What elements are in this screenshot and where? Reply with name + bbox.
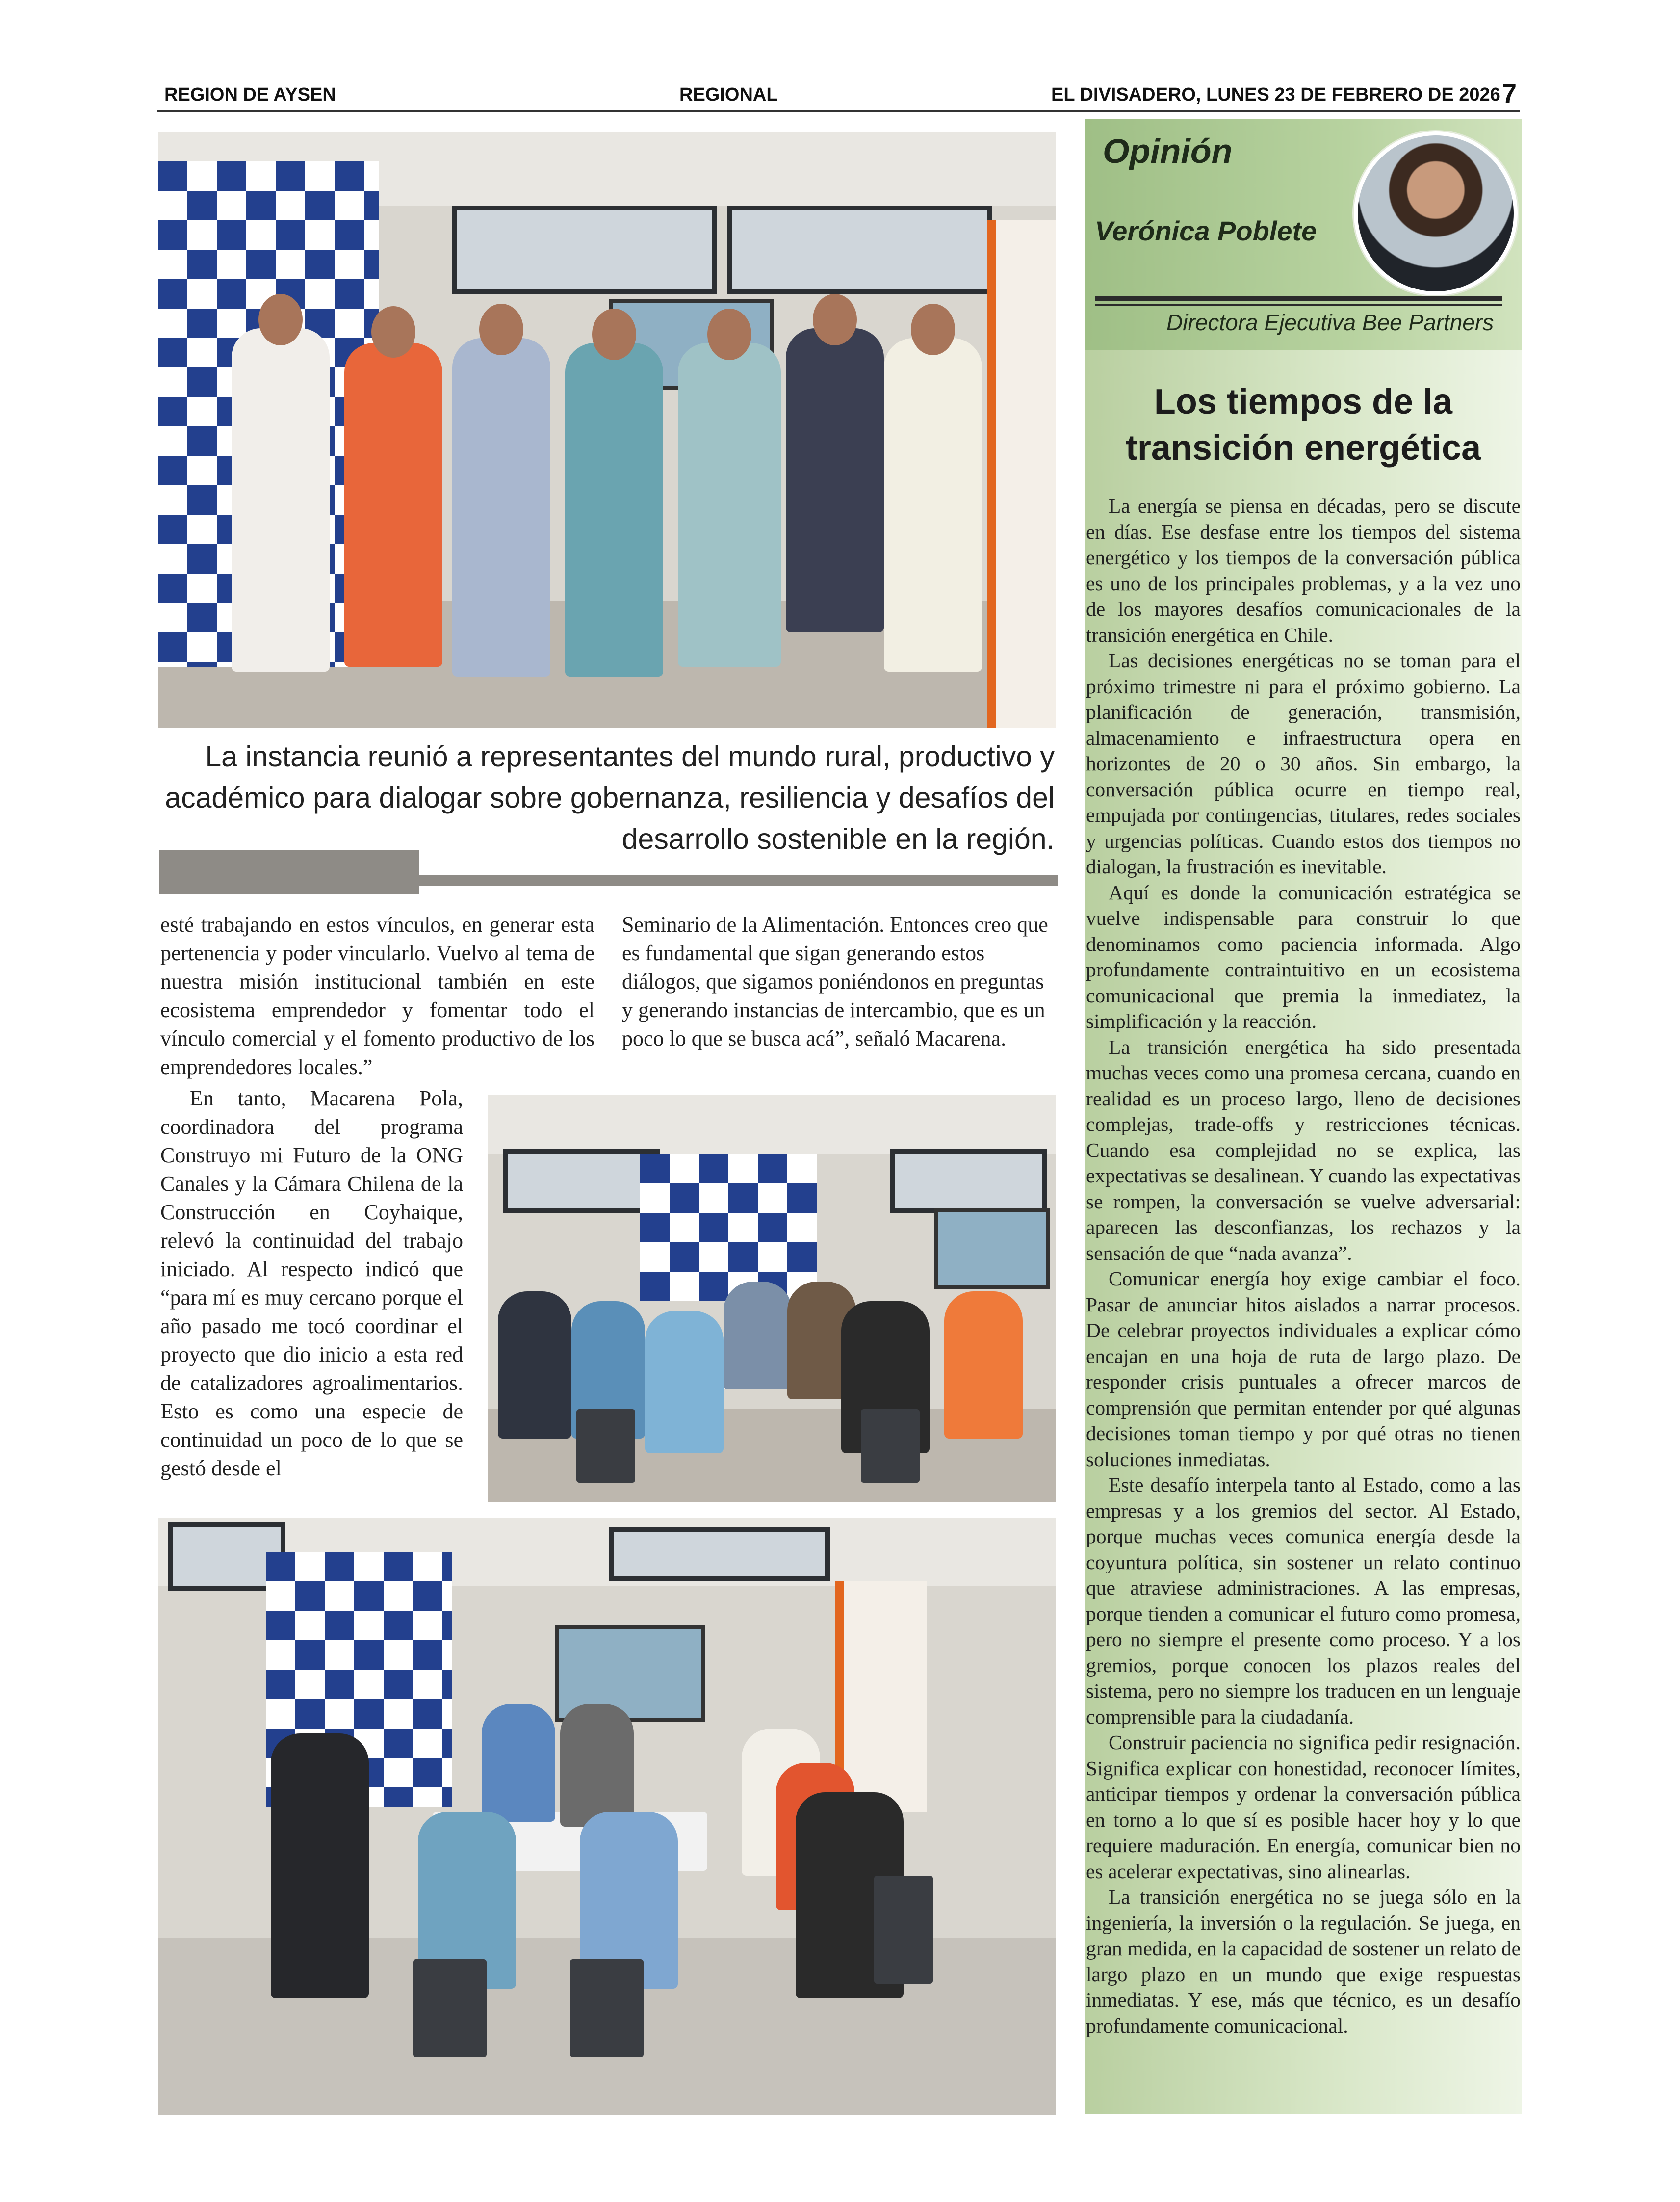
table-discussion-photo xyxy=(158,1518,1056,2115)
opinion-rule-thin xyxy=(1095,304,1502,306)
logo-backdrop xyxy=(640,1154,817,1301)
article-column-1 xyxy=(160,911,594,1081)
opinion-paragraph: La energía se piensa en décadas, pero se discute en días. Ese desfase entre los tiempos del sistema energético y los tiempos de la conversación pública es uno de los principales problemas, y a la vez uno de los mayores desafíos comunicacionales de la transición energética en Chile. xyxy=(1086,495,1521,646)
opinion-paragraph: Este desafío interpela tanto al Estado, como a las empresas y a los gremios del sector. Al Estado, porque muchas veces comunica energía desde la coyuntura política, sin sostener un relato continuo que atraviese administraciones. A las empresas, porque tienden a comunicar el futuro como promesa, pero no siempre el presente como proceso. Y a los gremios, porque conocen los plazos reales del sistema, pero no siempre los traducen en un lenguaje comprensible para la ciudadanía. xyxy=(1086,1473,1521,1728)
article-paragraph: Seminario de la Alimentación. Entonces creo que es fundamental que sigan generando estos diálogos, que sigamos poniéndonos en preguntas y generando instancias de intercambio, que es un poco lo que se busca acá”, señaló Macarena. xyxy=(622,913,1048,1050)
caption-rule xyxy=(419,875,1058,886)
caption-bar xyxy=(159,850,419,894)
opinion-paragraph: Las decisiones energéticas no se toman para el próximo trimestre ni para el próximo gobierno. La planificación de generación, transmisión, almacenamiento e infraestructura opera en horizontes de 20 o 30 años. Sin embargo, la conversación pública ocurre en tiempo real, empujada por contingencias, titulares, redes sociales y urgencias políticas. Cuando estos dos tiempos no dialogan, la frustración es inevitable. xyxy=(1086,649,1521,878)
workshop-photo xyxy=(488,1095,1056,1502)
opinion-paragraph: La transición energética no se juega sólo en la ingeniería, la inversión o la regulación. Se juega, en gran medida, en la capacidad de sostener un relato de largo plazo en un mundo que exige respuestas inmediatas. Y ese, más que técnico, es un desafío profundamente comunicacional. xyxy=(1086,1886,1521,2037)
opinion-author: Verónica Poblete xyxy=(1095,215,1317,246)
opinion-paragraph: La transición energética ha sido presentada muchas veces como una promesa cercana, cuando en realidad es un proceso largo, lleno de decisiones complejas, trade-offs y restricciones técnicas. Cuando esa complejidad no se explica, las expectativas se desalinean. Y cuando las expectativas se rompen, la conversación se vuelve adversarial: aparecen las desconfianzas, los rechazos y la sensación de que “nada avanza”. xyxy=(1086,1035,1521,1264)
group-photo xyxy=(158,132,1056,728)
article-column-3 xyxy=(160,1084,463,1483)
issue-date: EL DIVISADERO, LUNES 23 DE FEBRERO DE 2026 xyxy=(1051,84,1500,105)
article-column-2 xyxy=(622,911,1056,1053)
opinion-label: Opinión xyxy=(1103,132,1233,170)
photo-caption: La instancia reunió a representantes del mundo rural, productivo y académico para dialogar sobre gobernanza, resiliencia y desafíos del desarrollo sostenible en la región. xyxy=(165,740,1055,855)
page-number: 7 xyxy=(1502,79,1517,108)
author-portrait xyxy=(1354,131,1518,295)
opinion-rule xyxy=(1095,296,1502,301)
opinion-title: Los tiempos de la transición energética xyxy=(1125,382,1481,468)
university-banner xyxy=(987,220,1056,728)
opinion-paragraph: Aquí es donde la comunicación estratégica se vuelve indispensable para construir lo que denominamos como paciencia informada. Algo profundamente contraintuitivo en un ecosistema comunicacional que premia la inmediatez, la simplificación y la reacción. xyxy=(1086,881,1521,1032)
author-role: Directora Ejecutiva Bee Partners xyxy=(1166,310,1494,335)
opinion-paragraph: Comunicar energía hoy exige cambiar el foco. Pasar de anunciar hitos aislados a narrar procesos. De celebrar proyectos individuales a explicar cómo encajan en una hoja de ruta de largo plazo. De responder crisis puntuales a ofrecer marcos de comprensión que permitan entender por qué algunas decisiones toman tiempo y por qué otras no tienen soluciones inmediatas. xyxy=(1086,1267,1521,1470)
section-name: REGION DE AYSEN xyxy=(164,84,336,105)
article-paragraph: esté trabajando en estos vínculos, en generar esta pertenencia y poder vincularlo. Vuelvo al tema de nuestra misión institucional también en este ecosistema emprendedor y fomentar todo el vínculo comercial y el fomento productivo de los emprendedores locales.” xyxy=(160,913,594,1079)
header-rule xyxy=(157,110,1520,112)
opinion-paragraph: Construir paciencia no significa pedir resignación. Significa explicar con honestidad, reconocer límites, anticipar tiempos y ordenar la conversación pública en torno a lo que sí es posible hacer hoy y lo que requiere maduración. En energía, comunicar bien no es acelerar expectativas, sino alinearlas. xyxy=(1086,1731,1521,1883)
section-label: REGIONAL xyxy=(679,84,778,105)
article-paragraph: En tanto, Macarena Pola, coordinadora del programa Construyo mi Futuro de la ONG Canales y la Cámara Chilena de la Construcción en Coyhaique, relevó la continuidad del trabajo iniciado. Al respecto indicó que “para mí es muy cercano porque el año pasado me tocó coordinar el proyecto que dio inicio a esta red de catalizadores agroalimentarios. Esto es como una especie de continuidad un poco de lo que se gestó desde el xyxy=(160,1086,463,1480)
opinion-body xyxy=(1086,493,1521,2039)
